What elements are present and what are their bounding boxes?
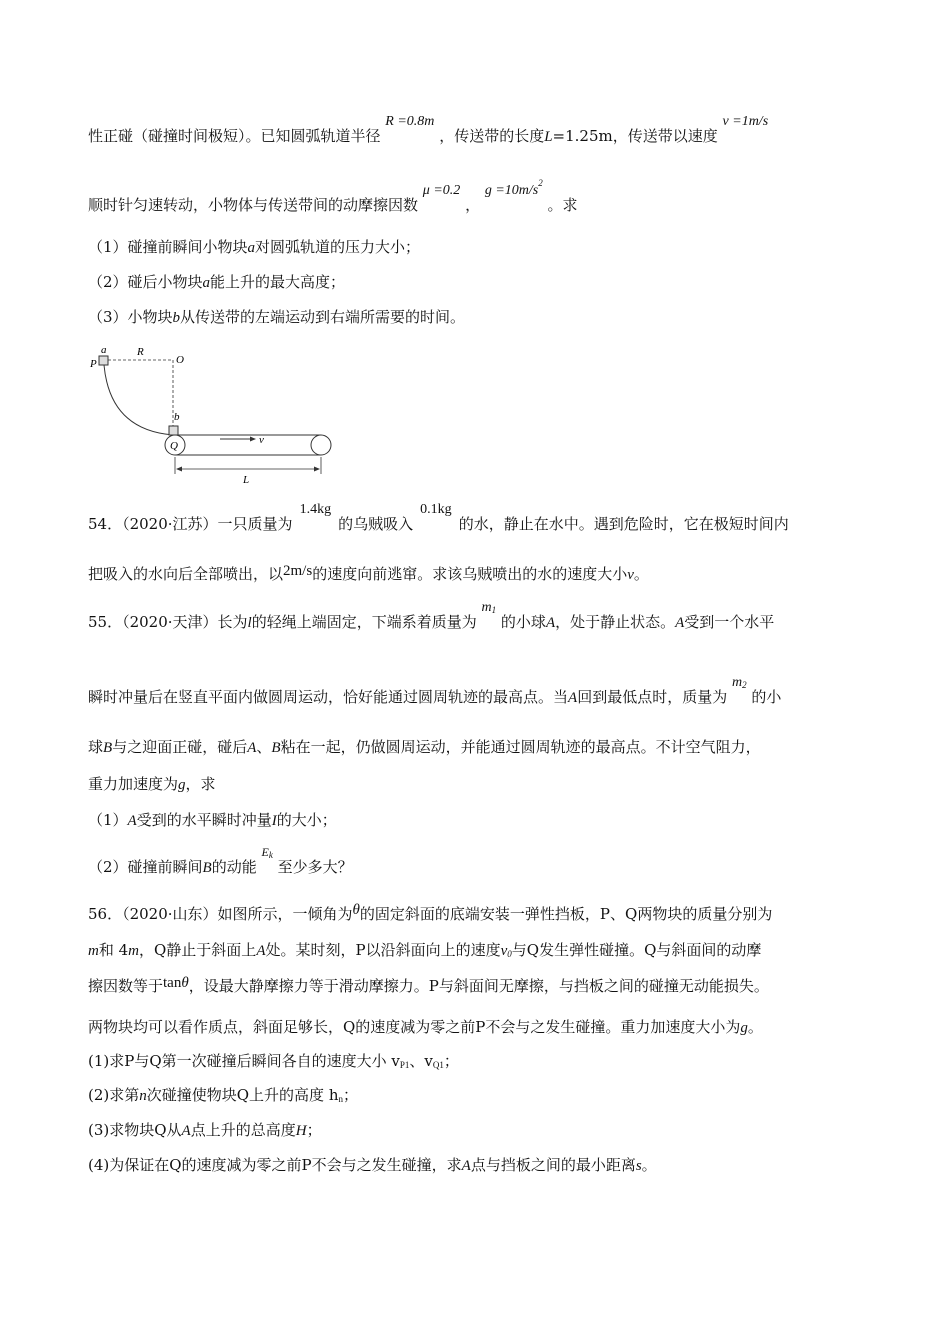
q56-line6: (2)求第n次碰撞使物块Q上升的高度 $h_n$； — [88, 1086, 358, 1104]
label-p: P — [90, 358, 97, 370]
dim-arrow-left — [176, 467, 182, 472]
water-mass: 0.1kg — [420, 502, 452, 517]
q53-part3: （3）小物块b从传送带的左端运动到右端所需要的时间。 — [88, 308, 466, 326]
q56-line3: 擦因数等于tanθ，设最大静摩擦力等于滑动摩擦力。P与斜面间无摩擦，与挡板之间的碰撞无动能损失。 — [88, 975, 769, 995]
arc-track — [104, 365, 173, 435]
q56-line1: 56．（2020·山东）如图所示，一倾角为θ的固定斜面的底端安装一弹性挡板，P、Q两物块的质量分别为 — [88, 902, 773, 923]
q55-part2: （2）碰撞前瞬间B的动能 $^{E_k}$ 至少多大？ — [88, 845, 353, 876]
q55-line4: 重力加速度为g，求 — [88, 775, 216, 793]
q54-line1: 54．（2020·江苏）一只质量为 1.4kg 的乌贼吸入 0.1kg 的水，静止在水中。遇到危险时，它在极短时间内 — [88, 502, 789, 533]
q55-line2: 瞬时冲量后在竖直平面内做圆周运动，恰好能通过圆周轨迹的最高点。当A回到最低点时，质量为 $m_2$ 的小 — [88, 675, 782, 706]
q55-part1: （1）A受到的水平瞬时冲量I的大小； — [88, 811, 337, 829]
q53-part1: （1）碰撞前瞬间小物块a对圆弧轨道的压力大小； — [88, 238, 421, 256]
q56-line7: (3)求物块Q从A点上升的总高度H； — [88, 1121, 322, 1139]
q56-line2: m和 4m，Q静止于斜面上A处。某时刻，P以沿斜面向上的速度$v_0$与Q发生弹性碰撞。Q与斜面间的动摩 — [88, 941, 762, 959]
label-o: O — [176, 354, 184, 366]
squid-mass: 1.4kg — [299, 502, 332, 517]
q55-line3: 球B与之迎面正碰，碰后A、B粘在一起，仍做圆周运动，并能通过圆周轨迹的最高点。不计空气阻力， — [88, 738, 761, 756]
q53-part2: （2）碰后小物块a能上升的最大高度； — [88, 273, 346, 291]
q56-line5: (1)求P与Q第一次碰撞后瞬间各自的速度大小 $v_{P1}$、$v_{Q1}$； — [88, 1052, 459, 1070]
label-q: Q — [170, 440, 178, 452]
block-b — [169, 426, 178, 435]
dim-arrow-right — [314, 467, 320, 472]
right-roller — [311, 435, 331, 455]
q53-line2: 顺时针匀速转动，小物体与传送带间的动摩擦因数 μ =0.2 ， $g =10m/s^2$ 。求 — [88, 178, 578, 214]
radius-expr: R =0.8m — [385, 114, 435, 129]
label-r: R — [137, 346, 144, 358]
q53-line1: 性正碰（碰撞时间极短）。已知圆弧轨道半径 R =0.8m ，传送带的长度L=1.25m，传送带以速度 v =1m/s — [88, 114, 769, 145]
mu-expr: μ =0.2 — [422, 183, 461, 198]
g-expr: $g =10m/s^2$ — [484, 178, 543, 198]
block-a — [99, 356, 108, 365]
label-l: L — [243, 474, 250, 486]
belt-speed-expr: v =1m/s — [722, 114, 769, 129]
label-b: b — [174, 411, 180, 423]
label-a: a — [101, 344, 107, 356]
q55-line1: 55．（2020·天津）长为l的轻绳上端固定，下端系着质量为 $m_1$ 的小球A，处于静止状态。A受到一个水平 — [88, 600, 775, 631]
squid-speed: 2m/s — [283, 563, 313, 579]
q56-line8: (4)为保证在Q的速度减为零之前P不会与之发生碰撞，求A点与挡板之间的最小距离s。 — [88, 1156, 657, 1174]
track-belt-figure — [85, 340, 345, 490]
label-v: v — [259, 434, 264, 446]
velocity-arrow-head — [250, 437, 256, 442]
q54-line2: 把吸入的水向后全部喷出，以2m/s的速度向前逃窜。求该乌贼喷出的水的速度大小v。 — [88, 563, 649, 583]
q56-line4: 两物块均可以看作质点，斜面足够长，Q的速度减为零之前P不会与之发生碰撞。重力加速度大小为g。 — [88, 1018, 763, 1036]
